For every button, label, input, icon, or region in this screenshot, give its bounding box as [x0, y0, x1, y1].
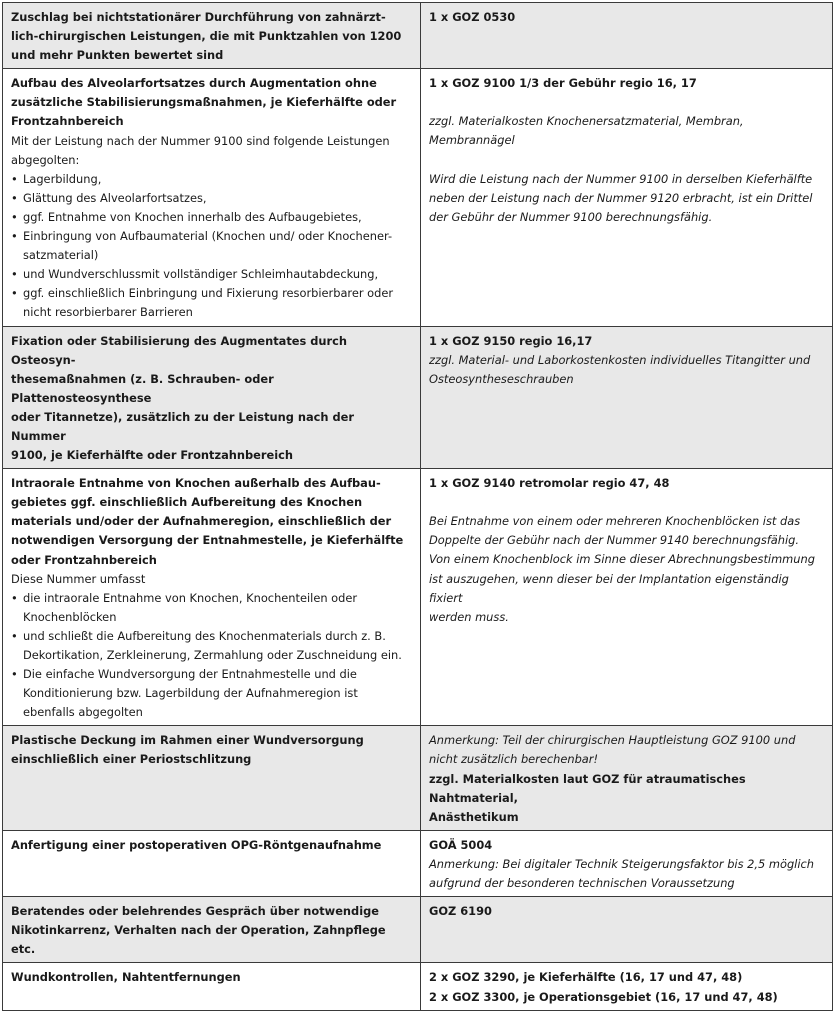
list-item: • Die einfache Wundversorgung der Entnahmestelle und die Konditionierung bzw. Lagerbildung der Aufnahmeregion ist ebenfalls abgegolten	[11, 665, 412, 722]
fee-code: 1 x GOZ 9100 1/3 der Gebühr regio 16, 17	[429, 76, 697, 91]
list-item: • Einbringung von Aufbaumaterial (Knochen und/ oder Knochener- satzmaterial)	[11, 227, 412, 265]
service-cell	[3, 326, 421, 469]
list-item: • ggf. Entnahme von Knochen innerhalb des Aufbaugebietes,	[11, 208, 412, 227]
billing-cell	[421, 469, 833, 726]
service-title: Zuschlag bei nichtstationärer Durchführung von zahnärzt- lich-chirurgischen Leistungen, die mit Punktzahlen von 1200 und mehr Punkten bewertet sind	[11, 10, 402, 63]
service-cell	[3, 830, 421, 896]
table-row	[3, 326, 833, 469]
service-cell	[3, 69, 421, 326]
billing-cell	[421, 830, 833, 896]
material-note: zzgl. Materialkosten Knochenersatzmaterial, Membran, Membrannägel	[429, 114, 744, 148]
billing-note: Anmerkung: Bei digitaler Technik Steigerungsfaktor bis 2,5 möglich aufgrund der besonderen technischen Voraussetzung	[429, 856, 814, 891]
list-item: • und Wundverschlussmit vollständiger Schleimhautabdeckung,	[11, 265, 412, 284]
billing-cell	[421, 963, 833, 1010]
list-item: • die intraorale Entnahme von Knochen, Knochenteilen oder Knochenblöcken	[11, 589, 412, 627]
service-cell	[3, 897, 421, 963]
fee-code: GOZ 6190	[429, 904, 492, 919]
fee-code: 1 x GOZ 9140 retromolar regio 47, 48	[429, 476, 670, 491]
included-services-list	[11, 589, 412, 723]
list-item: • und schließt die Aufbereitung des Knochenmaterials durch z. B. Dekortikation, Zerkleinerung, Zermahlung oder Zuschneidung ein.	[11, 627, 412, 665]
service-cell	[3, 3, 421, 69]
billing-cell	[421, 897, 833, 963]
billing-cell	[421, 69, 833, 326]
billing-cell	[421, 726, 833, 830]
table-row	[3, 69, 833, 326]
service-title: Beratendes oder belehrendes Gespräch über notwendige Nikotinkarrenz, Verhalten nach der Operation, Zahnpflege etc.	[11, 904, 386, 957]
table-row	[3, 897, 833, 963]
fee-code: 2 x GOZ 3290, je Kieferhälfte (16, 17 und 47, 48) 2 x GOZ 3300, je Operationsgebiet (16, 17 und 47, 48)	[429, 970, 778, 1004]
table-row	[3, 963, 833, 1010]
billing-cell	[421, 3, 833, 69]
fee-code: 1 x GOZ 0530	[429, 10, 516, 24]
service-title: Anfertigung einer postoperativen OPG-Röntgenaufnahme	[11, 837, 382, 852]
service-intro: Mit der Leistung nach der Nummer 9100 sind folgende Leistungen abgegolten:	[11, 133, 390, 167]
service-cell	[3, 726, 421, 830]
service-cell	[3, 469, 421, 726]
billing-cell	[421, 326, 833, 469]
billing-note: Bei Entnahme von einem oder mehreren Knochenblöcken ist das Doppelte der Gebühr nach der Nummer 9140 berechnungsfähig. Von einem Knochenblock im Sinne dieser Abrechnungsbestimmung ist auszugehen, wenn dieser bei der Implantation eigenständig fixiert werden muss.	[429, 514, 815, 624]
service-title: Plastische Deckung im Rahmen einer Wundversorgung einschließlich einer Periostschlitzung	[11, 733, 364, 767]
list-item: • Lagerbildung,	[11, 170, 412, 189]
service-intro: Diese Nummer umfasst	[11, 571, 146, 586]
table-row	[3, 3, 833, 69]
fee-code: 1 x GOZ 9150 regio 16,17	[429, 333, 593, 348]
included-services-list	[11, 170, 412, 323]
table-row	[3, 469, 833, 726]
fee-code: GOÄ 5004	[429, 837, 493, 852]
list-item: • Glättung des Alveolarfortsatzes,	[11, 189, 412, 208]
table-row	[3, 726, 833, 830]
material-note: zzgl. Materialkosten laut GOZ für atraumatisches Nahtmaterial, Anästhetikum	[429, 771, 746, 824]
service-title: Intraorale Entnahme von Knochen außerhalb des Aufbau- gebietes ggf. einschließlich Aufbereitung des Knochen materials und/oder der Aufnahmeregion, einschließlich der notwendigen Versorgung der Entnahmestelle, je Kieferhälfte oder Frontzahnbereich	[11, 476, 404, 567]
billing-note: Wird die Leistung nach der Nummer 9100 in derselben Kieferhälfte neben der Leistung nach der Nummer 9120 erbracht, ist ein Drittel der Gebühr der Nummer 9100 berechnungsfähig.	[429, 171, 813, 224]
service-title: Wundkontrollen, Nahtentfernungen	[11, 970, 241, 985]
service-cell	[3, 963, 421, 1010]
billing-table	[2, 2, 833, 1011]
billing-note: Anmerkung: Teil der chirurgischen Hauptleistung GOZ 9100 und nicht zusätzlich berechenbar!	[429, 733, 796, 767]
service-title: Aufbau des Alveolarfortsatzes durch Augmentation ohne zusätzliche Stabilisierungsmaßnahmen, je Kieferhälfte oder Frontzahnbereich	[11, 76, 397, 129]
table-row	[3, 830, 833, 896]
service-title: Fixation oder Stabilisierung des Augmentates durch Osteosyn- thesemaßnahmen (z. B. Schrauben- oder Plattenosteosynthese oder Titannetze), zusätzlich zu der Leistung nach der Nummer 9100, je Kieferhälfte oder Frontzahnbereich	[11, 333, 354, 463]
list-item: • ggf. einschließlich Einbringung und Fixierung resorbierbarer oder nicht resorbierbarer Barrieren	[11, 284, 412, 322]
material-note: zzgl. Material- und Laborkostenkosten individuelles Titangitter und Osteosyntheseschrauben	[429, 352, 811, 386]
